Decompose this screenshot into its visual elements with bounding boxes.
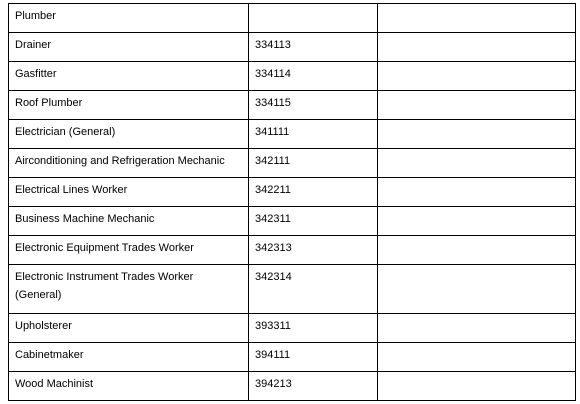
table-row bbox=[9, 120, 576, 149]
code-cell: 334114 bbox=[249, 62, 378, 91]
occupation-table-container bbox=[8, 3, 576, 401]
code-cell: 342314 bbox=[249, 265, 378, 314]
notes-cell bbox=[378, 4, 576, 33]
code-cell: 342313 bbox=[249, 236, 378, 265]
occupation-cell: Cabinetmaker bbox=[9, 343, 249, 372]
occupation-table bbox=[8, 3, 576, 401]
table-row bbox=[9, 265, 576, 314]
occupation-cell: Wood Machinist bbox=[9, 372, 249, 401]
table-row bbox=[9, 149, 576, 178]
table-row bbox=[9, 33, 576, 62]
code-cell: 394213 bbox=[249, 372, 378, 401]
table-row bbox=[9, 207, 576, 236]
occupation-cell: Electronic Equipment Trades Worker bbox=[9, 236, 249, 265]
notes-cell bbox=[378, 91, 576, 120]
occupation-cell: Gasfitter bbox=[9, 62, 249, 91]
code-cell: 394111 bbox=[249, 343, 378, 372]
notes-cell bbox=[378, 149, 576, 178]
occupation-cell: Airconditioning and Refrigeration Mechanic bbox=[9, 149, 249, 178]
notes-cell bbox=[378, 343, 576, 372]
notes-cell bbox=[378, 120, 576, 149]
table-row bbox=[9, 4, 576, 33]
occupation-cell: Roof Plumber bbox=[9, 91, 249, 120]
occupation-cell: Drainer bbox=[9, 33, 249, 62]
occupation-cell: Plumber bbox=[9, 4, 249, 33]
occupation-cell: Business Machine Mechanic bbox=[9, 207, 249, 236]
notes-cell bbox=[378, 372, 576, 401]
code-cell: 342311 bbox=[249, 207, 378, 236]
notes-cell bbox=[378, 265, 576, 314]
table-row bbox=[9, 343, 576, 372]
code-cell: 334115 bbox=[249, 91, 378, 120]
table-row bbox=[9, 178, 576, 207]
occupation-cell: Upholsterer bbox=[9, 314, 249, 343]
table-row bbox=[9, 372, 576, 401]
table-row bbox=[9, 314, 576, 343]
code-cell: 342211 bbox=[249, 178, 378, 207]
notes-cell bbox=[378, 33, 576, 62]
notes-cell bbox=[378, 236, 576, 265]
occupation-cell: Electrical Lines Worker bbox=[9, 178, 249, 207]
occupation-cell: Electrician (General) bbox=[9, 120, 249, 149]
code-cell: 342111 bbox=[249, 149, 378, 178]
code-cell bbox=[249, 4, 378, 33]
notes-cell bbox=[378, 314, 576, 343]
code-cell: 341111 bbox=[249, 120, 378, 149]
code-cell: 393311 bbox=[249, 314, 378, 343]
occupation-cell: Electronic Instrument Trades Worker (General) bbox=[9, 265, 249, 314]
notes-cell bbox=[378, 207, 576, 236]
table-row bbox=[9, 236, 576, 265]
table-row bbox=[9, 62, 576, 91]
code-cell: 334113 bbox=[249, 33, 378, 62]
notes-cell bbox=[378, 62, 576, 91]
notes-cell bbox=[378, 178, 576, 207]
table-row bbox=[9, 91, 576, 120]
